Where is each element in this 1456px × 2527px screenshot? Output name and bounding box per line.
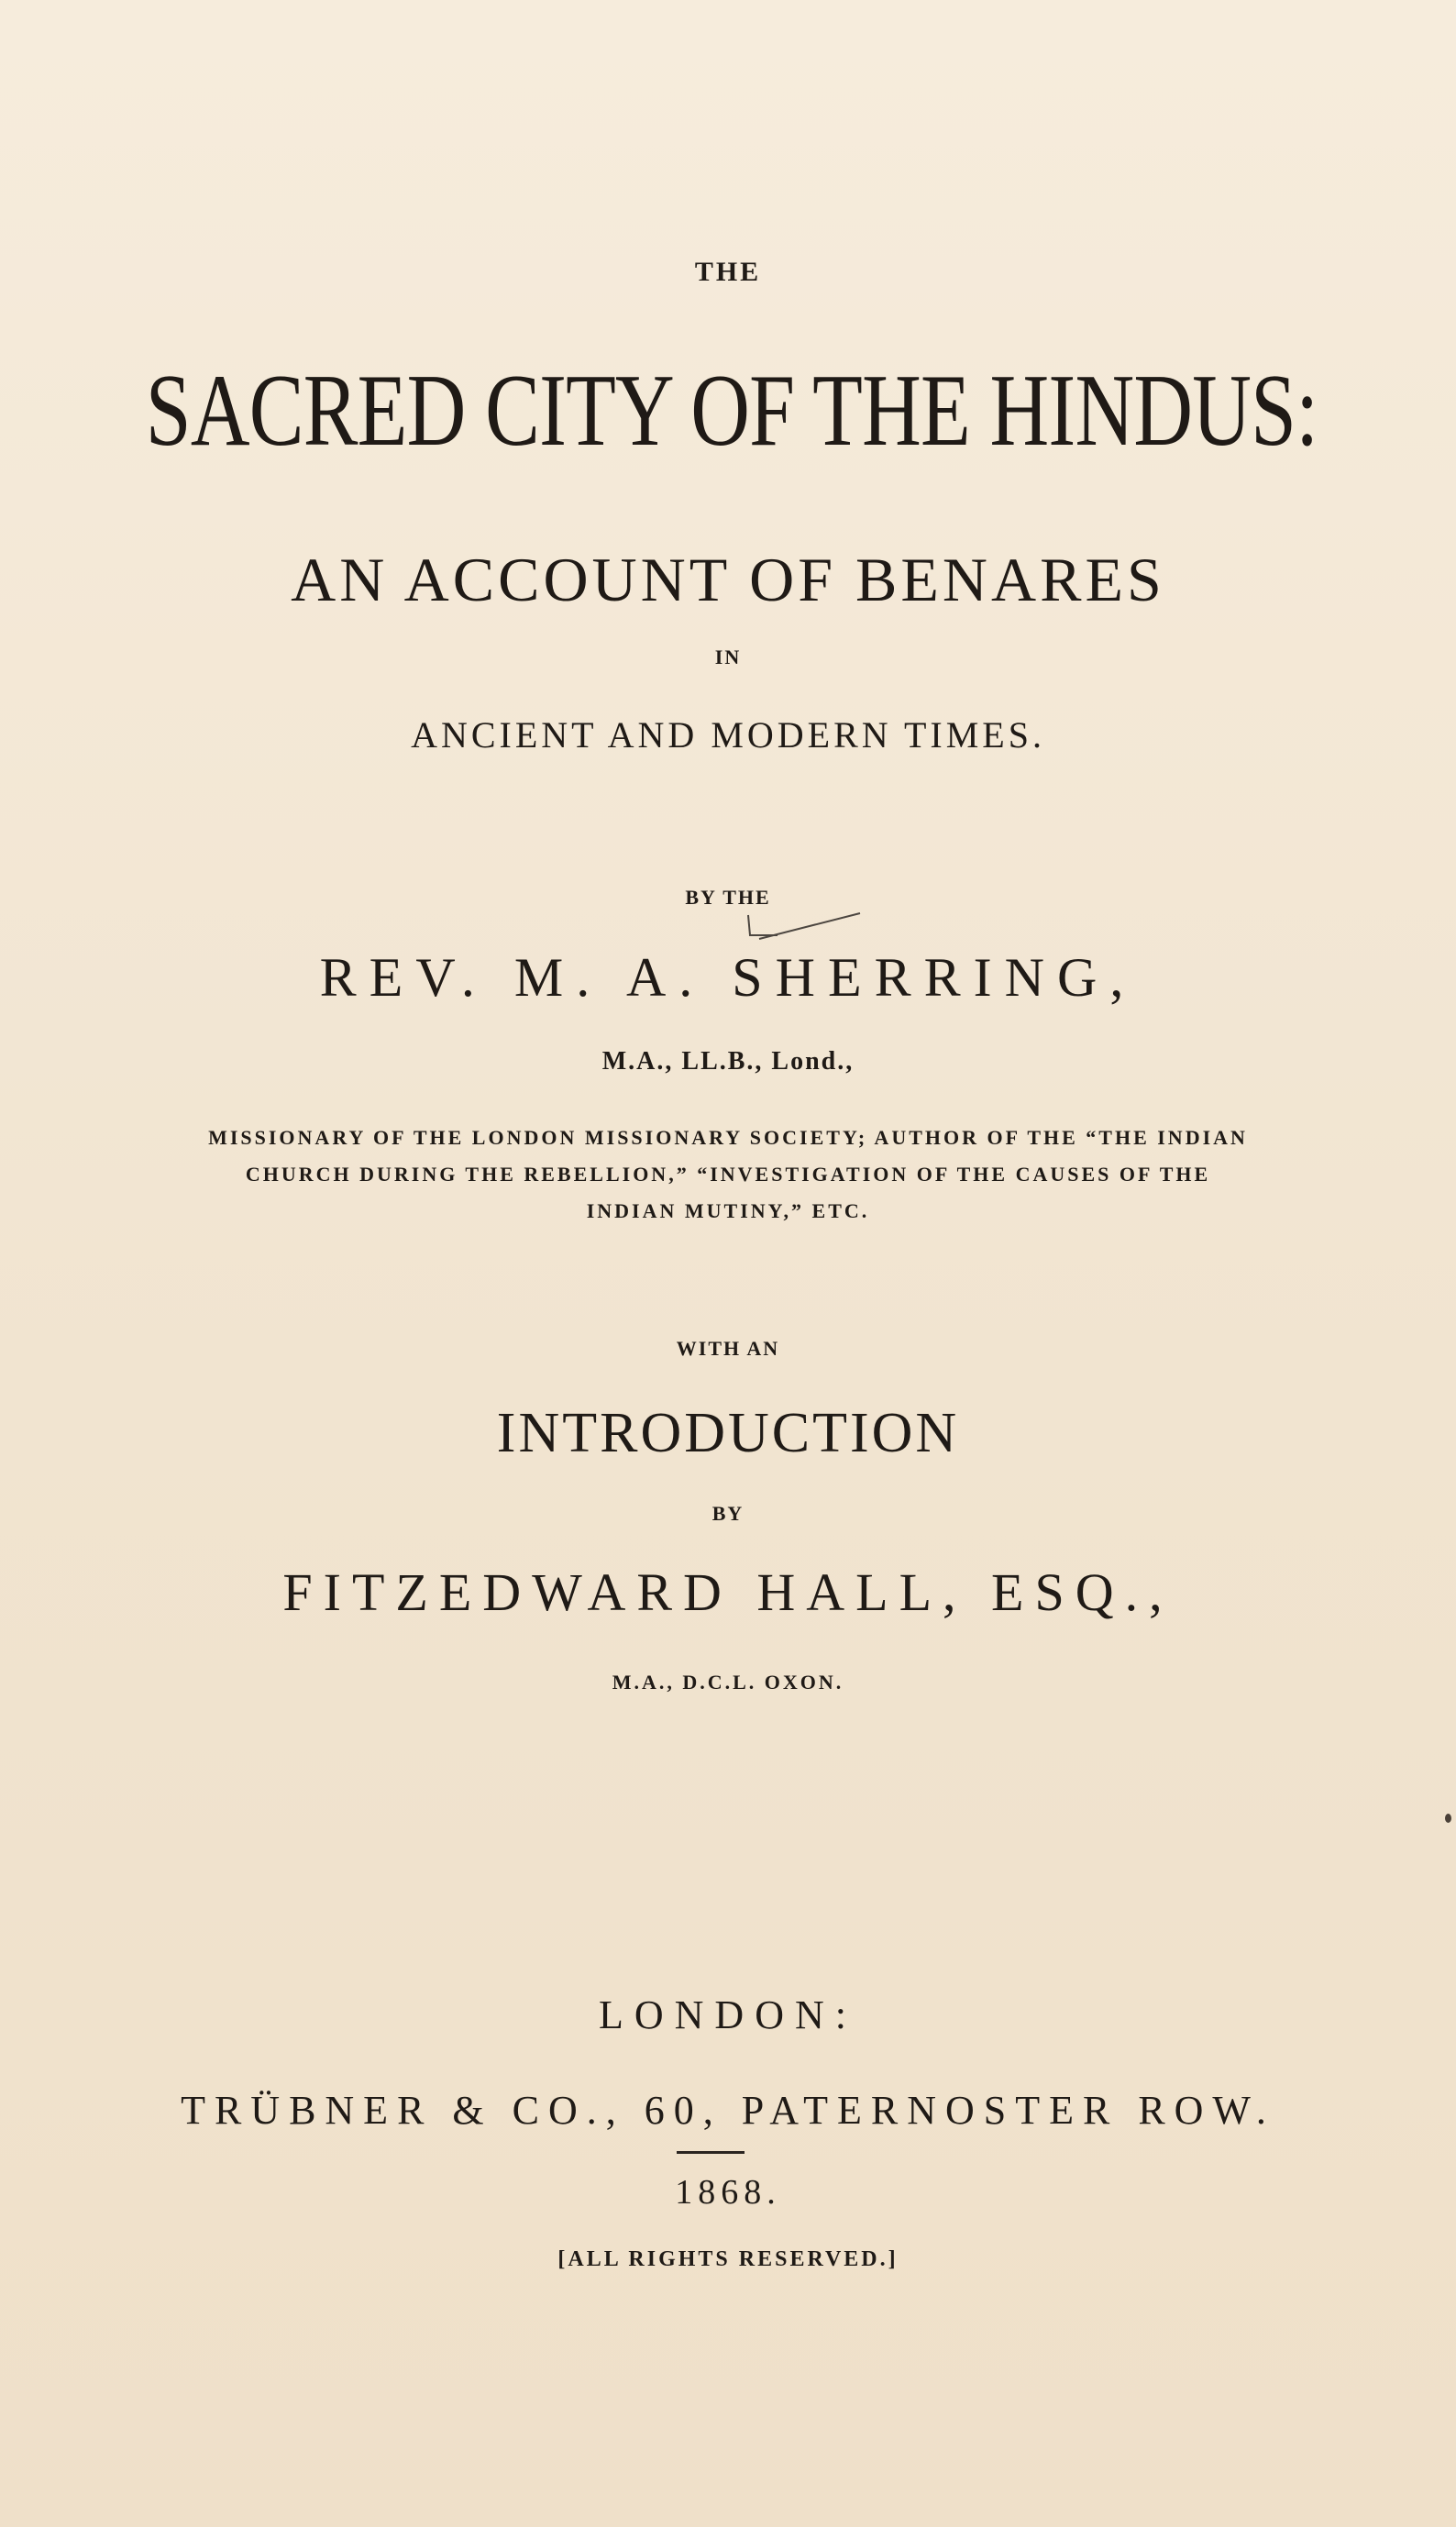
imprint-publisher: TRÜBNER & CO., 60, PATERNOSTER ROW. (181, 2088, 1275, 2133)
intro-author-name: FITZEDWARD HALL, ESQ., (282, 1562, 1174, 1622)
in-label: IN (714, 646, 742, 668)
subtitle: AN ACCOUNT OF BENARES (291, 545, 1165, 614)
author-description-line-1: MISSIONARY OF THE LONDON MISSIONARY SOCIETY; AUTHOR OF THE “THE INDIAN (208, 1126, 1248, 1149)
pencil-mark (741, 908, 869, 944)
author-name: REV. M. A. SHERRING, (319, 947, 1137, 1008)
imprint-city: LONDON: (599, 1992, 857, 2037)
author-description-line-3: INDIAN MUTINY,” ETC. (586, 1199, 870, 1222)
intro-author-degrees: M.A., D.C.L. OXON. (612, 1671, 844, 1694)
main-title: SACRED CITY OF THE HINDUS: (145, 354, 1318, 468)
by-label: BY (711, 1502, 745, 1525)
imprint-rule (677, 2151, 745, 2154)
author-degrees: M.A., LL.B., Lond., (601, 1047, 855, 1076)
with-an-label: WITH AN (676, 1337, 780, 1360)
times-line: ANCIENT AND MODERN TIMES. (411, 714, 1045, 756)
ink-speck (1445, 1814, 1451, 1823)
imprint-year: 1868. (675, 2173, 781, 2212)
introduction-heading: INTRODUCTION (496, 1402, 960, 1464)
rights-notice: [ALL RIGHTS RESERVED.] (557, 2247, 899, 2271)
by-the-label: BY THE (685, 886, 771, 909)
author-description-line-2: CHURCH DURING THE REBELLION,” “INVESTIGATION OF THE CAUSES OF THE (245, 1163, 1211, 1186)
the-label: THE (694, 257, 762, 287)
